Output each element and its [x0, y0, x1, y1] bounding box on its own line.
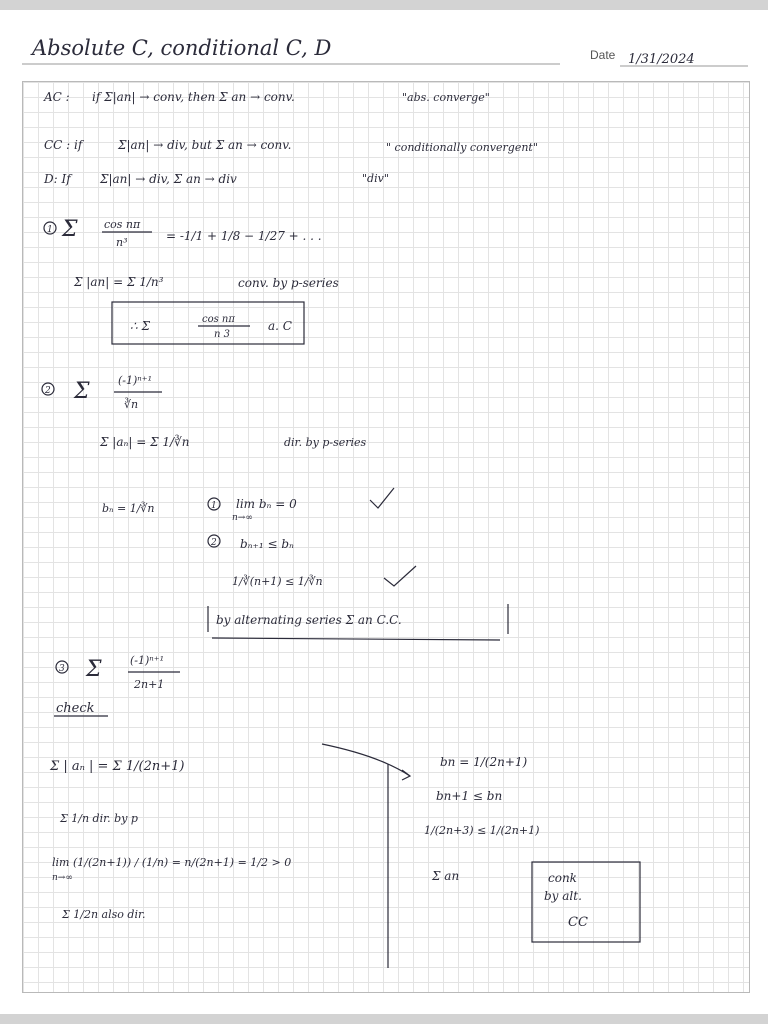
ex2-bn: bₙ = 1/∛n [102, 502, 155, 515]
ex3-limit: lim (1/(2n+1)) / (1/n) = n/(2n+1) = 1/2 > 0 [52, 856, 292, 869]
ex2-abs-note: dir. by p-series [284, 436, 367, 449]
ex2-abs-series: Σ |aₙ| = Σ 1/∛n [100, 435, 190, 449]
ex1-number: 1 [47, 225, 53, 235]
ex1-box-therefore: ∴ Σ [130, 319, 150, 333]
d-label: D: If [44, 172, 71, 186]
ex3-limit-sub: n→∞ [52, 873, 73, 883]
ex1-series-num: cos nπ [104, 218, 141, 231]
date-value: 1/31/2024 [628, 52, 695, 67]
ex2-series-den: ∛n [124, 398, 139, 411]
ex2-number: 2 [45, 386, 51, 396]
ex3-box-line1: conk [548, 871, 577, 885]
ex3-series-an: Σ an [432, 869, 460, 883]
ex3-box-line2: by alt. [544, 889, 582, 903]
svg-text:Σ: Σ [86, 657, 102, 682]
ex3-number: 3 [59, 664, 65, 674]
ex3-bn: bn = 1/(2n+1) [440, 755, 528, 769]
arrow-curve [322, 744, 410, 776]
ac-label: AC : [44, 90, 70, 104]
checkmark-icon [370, 488, 394, 508]
ex3-frac-ineq: 1/(2n+3) ≤ 1/(2n+1) [424, 824, 540, 837]
ex3-also: Σ 1/2n also dir. [62, 908, 146, 921]
ex2-cond2-number: 2 [211, 538, 217, 548]
ex3-series-den: 2n+1 [134, 678, 165, 691]
ex2-series-num: (-1)ⁿ⁺¹ [118, 374, 152, 387]
ex1-box-num: cos nπ [202, 314, 235, 325]
ex2-cond1-sub: n→∞ [232, 513, 253, 523]
ex1-abs-note: conv. by p-series [238, 276, 339, 290]
ex2-cond1: lim bₙ = 0 [236, 497, 297, 511]
svg-text:Σ: Σ [74, 379, 90, 404]
date-label: Date [590, 48, 616, 62]
svg-text:Σ: Σ [62, 217, 78, 242]
ex2-conclusion: by alternating series Σ an C.C. [216, 613, 402, 627]
cc-note: " conditionally convergent" [386, 141, 538, 154]
ex2-cond1-number: 1 [211, 501, 217, 511]
ac-text: if Σ|an| → conv, then Σ an → conv. [92, 90, 295, 104]
ex2-cond2: bₙ₊₁ ≤ bₙ [240, 537, 294, 551]
ex3-box-line3: CC [568, 915, 588, 930]
ex3-check: check [56, 701, 95, 716]
ex2-cond2-ineq: 1/∛(n+1) ≤ 1/∛n [232, 575, 323, 588]
ex3-bn-ineq: bn+1 ≤ bn [436, 789, 503, 803]
arrow-head-icon [402, 770, 410, 780]
d-text: Σ|an| → div, Σ an → div [100, 172, 237, 186]
ex1-series-den: n³ [116, 236, 128, 249]
ex1-box-result: a. C [268, 319, 292, 333]
cc-text: Σ|an| → div, but Σ an → conv. [118, 138, 292, 152]
ex3-abs-series: Σ | aₙ | = Σ 1/(2n+1) [50, 759, 185, 774]
ex1-expansion: = -1/1 + 1/8 − 1/27 + . . . [166, 229, 322, 243]
ex1-box-den: n 3 [214, 329, 230, 340]
checkmark-icon [384, 566, 416, 586]
ex3-harmonic: Σ 1/n dir. by p [60, 812, 138, 825]
d-note: "div" [362, 172, 389, 185]
cc-label: CC : if [44, 138, 83, 152]
page-title: Absolute C, conditional C, D [32, 36, 332, 60]
ac-note: "abs. converge" [402, 91, 490, 104]
ex3-series-num: (-1)ⁿ⁺¹ [130, 654, 164, 667]
ex1-abs-series: Σ |an| = Σ 1/n³ [74, 275, 164, 289]
